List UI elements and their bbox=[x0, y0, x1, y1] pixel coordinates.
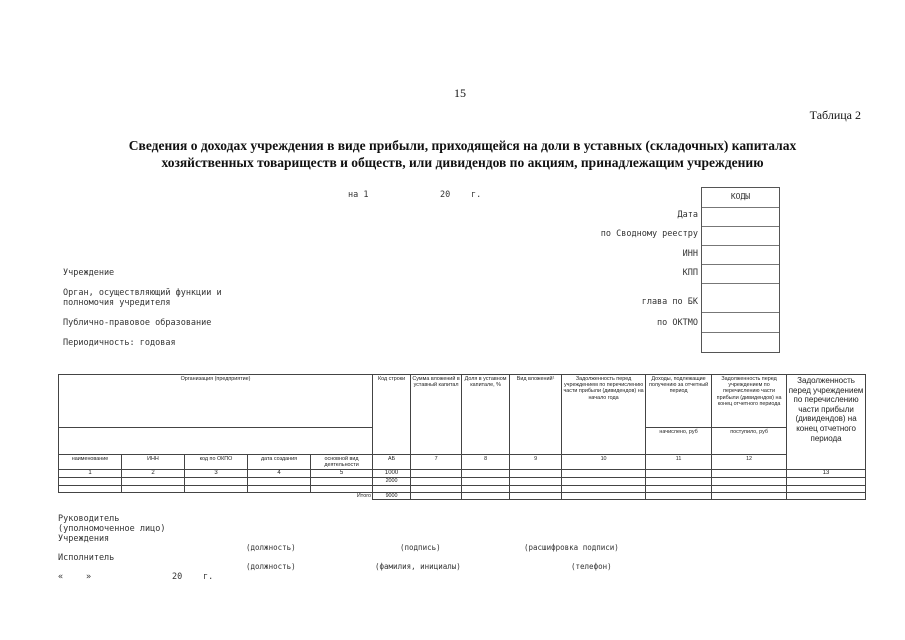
table-cell[interactable] bbox=[248, 478, 311, 485]
header-debt-end: Задолженность перед учреждением по перечислению части прибыли (дивидендов) на конец отчетного периода bbox=[787, 375, 866, 470]
code-oktmo-cell[interactable] bbox=[702, 312, 779, 332]
table-cell[interactable] bbox=[510, 485, 562, 492]
label-date: Дата bbox=[677, 210, 698, 220]
date-quote-close: » bbox=[86, 572, 92, 582]
table-cell[interactable] bbox=[462, 478, 510, 485]
signature-date-year: 20 bbox=[172, 572, 183, 582]
col-num-8: 8 bbox=[462, 455, 510, 470]
code-chapter-cell[interactable] bbox=[702, 283, 779, 312]
codes-header: КОДЫ bbox=[730, 192, 751, 201]
codes-box bbox=[701, 187, 780, 353]
label-kpp: КПП bbox=[682, 268, 698, 278]
table-cell[interactable] bbox=[646, 485, 712, 492]
header-received: поступило, руб bbox=[712, 428, 787, 455]
label-organ-line-1: Орган, осуществляющий функции и bbox=[63, 288, 222, 298]
col-num-2: 2 bbox=[122, 470, 185, 478]
label-inn: ИНН bbox=[682, 249, 698, 259]
header-organization: Организация (предприятие) bbox=[59, 375, 373, 428]
sub-creation-date: дата создания bbox=[248, 455, 311, 470]
table-label: Таблица 2 bbox=[809, 108, 861, 122]
table-cell[interactable] bbox=[646, 470, 712, 478]
label-oktmo: по ОКТМО bbox=[657, 318, 698, 328]
col-num-10: 10 bbox=[562, 455, 646, 470]
table-cell[interactable] bbox=[510, 478, 562, 485]
col-num-7: 7 bbox=[411, 455, 462, 470]
header-share: Доля в уставном капитале, % bbox=[462, 375, 510, 455]
head-label-line-1: Руководитель bbox=[58, 514, 120, 524]
table-cell[interactable] bbox=[185, 478, 248, 485]
table-cell[interactable] bbox=[122, 485, 185, 492]
sub-name: наименование bbox=[59, 455, 122, 470]
total-label: Итого bbox=[311, 492, 373, 499]
row-code-2000: 2000 bbox=[373, 478, 411, 485]
table-cell[interactable] bbox=[562, 492, 646, 499]
table-cell[interactable] bbox=[646, 492, 712, 499]
col-num-1: 1 bbox=[59, 470, 122, 478]
date-prefix: на 1 bbox=[348, 190, 369, 200]
signature-date-suffix: г. bbox=[203, 572, 214, 582]
header-sum-invested: Сумма вложений в уставный капитал bbox=[411, 375, 462, 455]
table-spacer bbox=[248, 492, 311, 499]
head-label-line-2: (уполномоченное лицо) bbox=[58, 524, 166, 534]
table-cell[interactable] bbox=[373, 485, 411, 492]
table-cell[interactable] bbox=[712, 492, 787, 499]
table-cell[interactable] bbox=[712, 470, 787, 478]
table-cell[interactable] bbox=[510, 492, 562, 499]
table-cell[interactable] bbox=[646, 478, 712, 485]
col-num-11: 11 bbox=[646, 455, 712, 470]
header-accrued: начислено, руб bbox=[646, 428, 712, 455]
header-debt-start: Задолженность перед учреждением по перечислению части прибыли (дивидендов) на начало года bbox=[562, 375, 646, 455]
col-num-12: 12 bbox=[712, 455, 787, 470]
table-spacer bbox=[59, 492, 122, 499]
sub-inn: ИНН bbox=[122, 455, 185, 470]
table-cell[interactable] bbox=[248, 485, 311, 492]
table-cell[interactable] bbox=[411, 470, 462, 478]
table-cell[interactable] bbox=[712, 485, 787, 492]
sub-code-ab: АБ bbox=[373, 455, 411, 470]
table-cell[interactable] bbox=[562, 485, 646, 492]
table-cell[interactable] bbox=[311, 478, 373, 485]
col-num-5: 5 bbox=[311, 470, 373, 478]
header-organization-spacer bbox=[59, 428, 373, 455]
date-year: 20 bbox=[440, 190, 451, 200]
table-cell[interactable] bbox=[59, 485, 122, 492]
table-cell[interactable] bbox=[411, 492, 462, 499]
date-suffix: г. bbox=[471, 190, 482, 200]
header-debt-period: Задолженность перед учреждением по перечислению части прибыли (дивидендов) на конец отчетного периода bbox=[712, 375, 787, 428]
document-title-line-2: хозяйственных товариществ и обществ, или дивидендов по акциям, принадлежащим учреждению bbox=[161, 155, 764, 170]
table-spacer bbox=[185, 492, 248, 499]
date-quote-open: « bbox=[58, 572, 64, 582]
signature-caption: (подпись) bbox=[400, 543, 441, 552]
col-num-4: 4 bbox=[248, 470, 311, 478]
sub-okpo: код по ОКПО bbox=[185, 455, 248, 470]
table-cell[interactable] bbox=[311, 485, 373, 492]
table-cell[interactable] bbox=[787, 485, 866, 492]
table-spacer bbox=[122, 492, 185, 499]
income-table bbox=[58, 374, 866, 500]
table-cell[interactable] bbox=[462, 492, 510, 499]
sub-activity: основной вид деятельности bbox=[311, 455, 373, 470]
col-num-3: 3 bbox=[185, 470, 248, 478]
code-kpp-cell[interactable] bbox=[702, 264, 779, 283]
fio-caption: (фамилия, инициалы) bbox=[375, 562, 461, 571]
table-cell[interactable] bbox=[411, 478, 462, 485]
executor-label: Исполнитель bbox=[58, 553, 115, 563]
code-periodicity-cell[interactable] bbox=[702, 332, 779, 352]
table-cell[interactable] bbox=[562, 478, 646, 485]
phone-caption: (телефон) bbox=[571, 562, 612, 571]
total-code: 9000 bbox=[373, 492, 411, 499]
table-cell[interactable] bbox=[462, 470, 510, 478]
head-label-line-3: Учреждения bbox=[58, 534, 110, 544]
label-public-entity: Публично-правовое образование bbox=[63, 318, 212, 328]
table-cell[interactable] bbox=[59, 478, 122, 485]
header-investment-type: Вид вложений¹ bbox=[510, 375, 562, 455]
table-cell[interactable] bbox=[510, 470, 562, 478]
table-cell[interactable] bbox=[411, 485, 462, 492]
label-chapter: глава по БК bbox=[641, 297, 698, 307]
label-registry: по Сводному реестру bbox=[600, 229, 698, 239]
code-registry-cell[interactable] bbox=[702, 226, 779, 245]
row-code-1000: 1000 bbox=[373, 470, 411, 478]
code-date-cell[interactable] bbox=[702, 207, 779, 226]
table-cell[interactable] bbox=[787, 478, 866, 485]
table-cell[interactable] bbox=[185, 485, 248, 492]
header-row-code: Код строки bbox=[373, 375, 411, 455]
document-title-line-1: Сведения о доходах учреждения в виде прибыли, приходящейся на доли в уставных (складочных) капиталах bbox=[128, 138, 797, 153]
table-cell[interactable] bbox=[122, 478, 185, 485]
label-organ-line-2: полномочия учредителя bbox=[63, 298, 171, 308]
position-caption: (должность) bbox=[246, 543, 296, 552]
label-institution: Учреждение bbox=[63, 268, 115, 278]
col-num-13: 13 bbox=[787, 470, 866, 478]
col-num-9: 9 bbox=[510, 455, 562, 470]
decoding-caption: (расшифровка подписи) bbox=[524, 543, 619, 552]
header-income-received: Доходы, подлежащие получению за отчетный период bbox=[646, 375, 712, 428]
position-caption-2: (должность) bbox=[246, 562, 296, 571]
label-periodicity: Периодичность: годовая bbox=[63, 338, 176, 348]
table-cell[interactable] bbox=[562, 470, 646, 478]
code-inn-cell[interactable] bbox=[702, 245, 779, 264]
table-cell[interactable] bbox=[712, 478, 787, 485]
page-number: 15 bbox=[454, 86, 466, 100]
table-cell[interactable] bbox=[787, 492, 866, 499]
table-cell[interactable] bbox=[462, 485, 510, 492]
